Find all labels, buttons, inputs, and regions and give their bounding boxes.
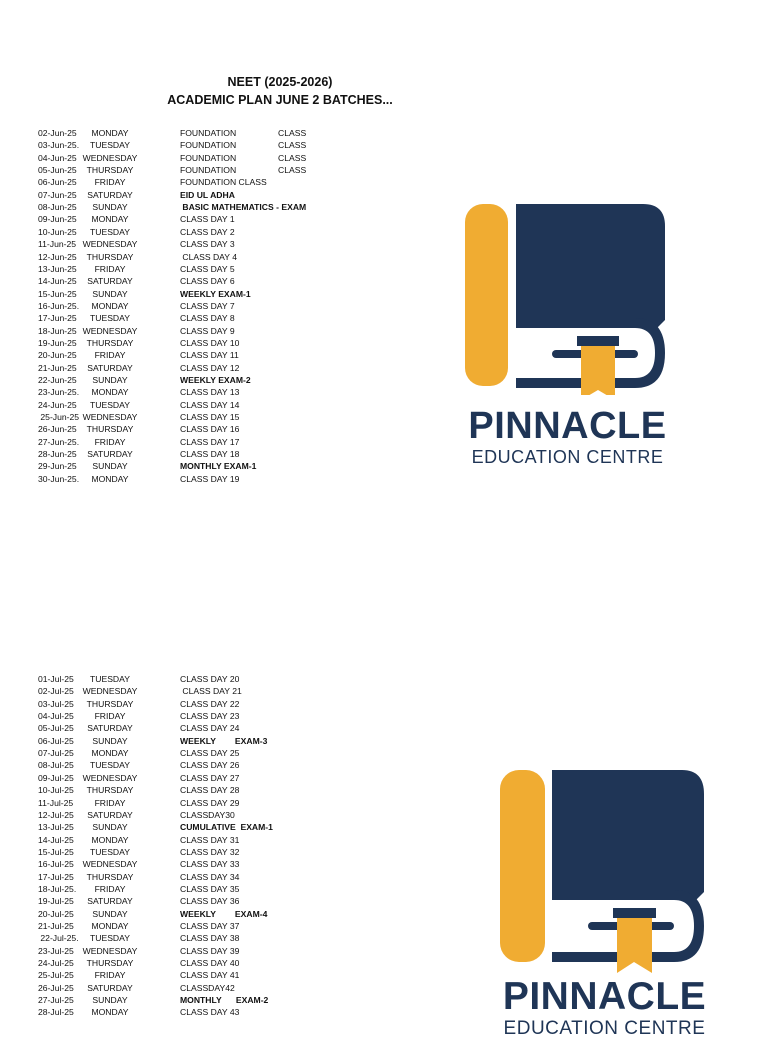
schedule-date: 22-Jul-25. [38, 933, 79, 944]
schedule-date: 27-Jun-25. [38, 436, 80, 447]
schedule-date: 06-Jun-25 [38, 177, 77, 188]
schedule-day: SATURDAY [87, 982, 133, 993]
schedule-day: THURSDAY [86, 424, 134, 435]
schedule-day: WEDNESDAY [82, 859, 138, 870]
schedule-day: SATURDAY [87, 723, 133, 734]
schedule-day: SUNDAY [92, 375, 128, 385]
schedule-activity: CLASS DAY 28 [180, 785, 240, 796]
schedule-activity: CLASS DAY 33 [180, 859, 240, 870]
schedule-activity: WEEKLY EXAM-2 [180, 375, 251, 385]
schedule-activity: CLASS DAY 34 [180, 871, 240, 882]
schedule-day: MONDAY [91, 473, 129, 484]
schedule-date: 07-Jul-25 [38, 748, 74, 759]
schedule-extra: CLASS [278, 140, 307, 151]
schedule-day: WEDNESDAY [82, 239, 138, 250]
schedule-day: SATURDAY [87, 449, 133, 460]
schedule-activity: CLASS DAY 29 [180, 797, 240, 808]
logo-name: PINNACLE [502, 975, 707, 1018]
schedule-activity: CLASS DAY 25 [180, 748, 240, 759]
schedule-activity: CLASS DAY 6 [180, 276, 235, 287]
schedule-day: SUNDAY [92, 202, 128, 213]
schedule-day: TUESDAY [90, 760, 130, 771]
schedule-date: 28-Jun-25 [38, 449, 77, 460]
schedule-day: THURSDAY [86, 337, 134, 348]
schedule-date: 15-Jun-25 [38, 288, 77, 299]
schedule-activity: CLASS DAY 10 [180, 337, 240, 348]
schedule-day: SUNDAY [92, 461, 128, 472]
schedule-activity: FOUNDATION [180, 140, 237, 151]
schedule-date: 14-Jul-25 [38, 834, 74, 845]
schedule-date: 21-Jun-25 [38, 362, 77, 373]
schedule-date: 19-Jun-25 [38, 337, 77, 348]
schedule-activity: CLASS DAY 24 [180, 723, 240, 734]
schedule-date: 18-Jul-25. [38, 883, 77, 894]
schedule-day: MONDAY [91, 214, 129, 225]
schedule-activity: CLASS DAY 40 [180, 958, 240, 969]
schedule-day: FRIDAY [94, 263, 126, 274]
schedule-date: 01-Jul-25 [38, 674, 74, 684]
schedule-extra: CLASS [278, 165, 307, 176]
schedule-day: MONDAY [91, 300, 129, 311]
schedule-date: 06-Jul-25 [38, 735, 74, 746]
schedule-activity: CLASS DAY 22 [180, 698, 240, 709]
schedule-day: MONDAY [91, 387, 129, 398]
schedule-day: TUESDAY [90, 140, 130, 151]
schedule-date: 17-Jul-25 [38, 871, 74, 882]
schedule-date: 16-Jul-25 [38, 859, 74, 870]
schedule-day: WEDNESDAY [82, 686, 138, 697]
schedule-date: 25-Jul-25 [38, 970, 74, 981]
schedule-day: SATURDAY [87, 896, 133, 907]
schedule-activity: CLASS DAY 17 [180, 436, 240, 447]
pinnacle-logo [455, 200, 680, 480]
schedule-day: MONDAY [91, 921, 129, 931]
schedule-date: 26-Jul-25 [38, 982, 74, 993]
schedule-day: SATURDAY [87, 276, 133, 287]
schedule-day: SUNDAY [92, 908, 128, 919]
schedule-activity: FOUNDATION [180, 152, 237, 163]
schedule-day: SATURDAY [87, 362, 133, 373]
logo-name: PINNACLE [468, 405, 667, 447]
schedule-activity: CLASS DAY 3 [180, 239, 235, 250]
logo-subtitle: EDUCATION CENTRE [471, 447, 664, 467]
schedule-activity: CLASS DAY 9 [180, 325, 235, 336]
schedule-extra: CLASS [278, 152, 307, 163]
schedule-day: FRIDAY [94, 350, 126, 361]
schedule-date: 24-Jun-25 [38, 399, 77, 410]
schedule-day: SUNDAY [92, 822, 128, 833]
schedule-date: 13-Jun-25 [38, 263, 77, 274]
schedule-activity: CUMULATIVE EXAM-1 [180, 822, 273, 833]
schedule-date: 03-Jul-25 [38, 698, 74, 709]
schedule-day: FRIDAY [94, 970, 126, 981]
schedule-date: 21-Jul-25 [38, 921, 74, 931]
schedule-activity: WEEKLY EXAM-3 [180, 735, 268, 746]
schedule-day: MONDAY [91, 748, 129, 759]
schedule-date: 15-Jul-25 [38, 846, 74, 857]
schedule-day: WEDNESDAY [82, 325, 138, 336]
schedule-date: 14-Jun-25 [38, 276, 77, 287]
schedule-activity: CLASS DAY 1 [180, 214, 235, 225]
schedule-date: 08-Jun-25 [38, 202, 77, 213]
schedule-date: 17-Jun-25 [38, 313, 77, 324]
schedule-date: 09-Jun-25 [38, 214, 77, 225]
schedule-day: FRIDAY [94, 711, 126, 722]
schedule-activity: CLASS DAY 16 [180, 424, 240, 435]
schedule-day: FRIDAY [94, 797, 126, 808]
schedule-date: 16-Jun-25. [38, 300, 80, 311]
schedule-activity: CLASS DAY 31 [180, 834, 240, 845]
schedule-day: MONDAY [91, 1007, 129, 1018]
schedule-extra: CLASS [278, 128, 307, 138]
schedule-date: 26-Jun-25 [38, 424, 77, 435]
schedule-activity: CLASSDAY30 [180, 809, 235, 820]
schedule-activity: EID UL ADHA [180, 189, 235, 200]
schedule-date: 23-Jun-25. [38, 387, 80, 398]
schedule-activity: CLASS DAY 4 [180, 251, 238, 262]
book-icon [455, 200, 680, 395]
schedule-date: 02-Jul-25 [38, 686, 74, 697]
schedule-day: TUESDAY [90, 313, 130, 324]
schedule-day: SATURDAY [87, 189, 133, 200]
schedule-activity: CLASS DAY 8 [180, 313, 235, 324]
schedule-day: THURSDAY [86, 165, 134, 176]
schedule-date: 05-Jun-25 [38, 165, 77, 176]
schedule-day: TUESDAY [90, 399, 130, 410]
schedule-date: 20-Jul-25 [38, 908, 74, 919]
schedule-activity: MONTHLY EXAM-2 [180, 995, 269, 1006]
schedule-date: 24-Jul-25 [38, 958, 74, 969]
schedule-day: MONDAY [91, 128, 129, 138]
schedule-activity: CLASS DAY 23 [180, 711, 240, 722]
schedule-activity: BASIC MATHEMATICS - EXAM [180, 202, 307, 213]
schedule-date: 12-Jun-25 [38, 251, 77, 262]
schedule-activity: CLASS DAY 26 [180, 760, 240, 771]
schedule-activity: WEEKLY EXAM-1 [180, 288, 251, 299]
schedule-activity: CLASS DAY 5 [180, 263, 235, 274]
schedule-day: WEDNESDAY [82, 152, 138, 163]
schedule-date: 08-Jul-25 [38, 760, 74, 771]
schedule-activity: CLASS DAY 20 [180, 674, 240, 684]
schedule-activity: CLASS DAY 32 [180, 846, 240, 857]
schedule-activity: CLASS DAY 12 [180, 362, 240, 373]
schedule-date: 09-Jul-25 [38, 772, 74, 783]
schedule-activity: CLASS DAY 41 [180, 970, 240, 981]
schedule-activity: CLASS DAY 43 [180, 1007, 240, 1018]
schedule-day: WEDNESDAY [82, 945, 138, 956]
schedule-day: THURSDAY [86, 871, 134, 882]
schedule-activity: CLASS DAY 36 [180, 896, 240, 907]
book-icon [492, 768, 717, 973]
schedule-date: 28-Jul-25 [38, 1007, 74, 1018]
schedule-day: FRIDAY [94, 436, 126, 447]
schedule-activity: CLASS DAY 19 [180, 473, 240, 484]
schedule-day: THURSDAY [86, 251, 134, 262]
schedule-day: FRIDAY [94, 883, 126, 894]
schedule-activity: CLASS DAY 2 [180, 226, 235, 237]
schedule-date: 02-Jun-25 [38, 128, 77, 138]
schedule-activity: CLASS DAY 13 [180, 387, 240, 398]
schedule-activity: CLASS DAY 37 [180, 921, 240, 931]
schedule-activity: MONTHLY EXAM-1 [180, 461, 257, 472]
schedule-day: SUNDAY [92, 735, 128, 746]
schedule-day: WEDNESDAY [82, 772, 138, 783]
schedule-date: 04-Jul-25 [38, 711, 74, 722]
schedule-date: 20-Jun-25 [38, 350, 77, 361]
logo-subtitle: EDUCATION CENTRE [503, 1018, 706, 1039]
schedule-activity: CLASS DAY 15 [180, 412, 240, 423]
schedule-day: TUESDAY [90, 226, 130, 237]
schedule-day: FRIDAY [94, 177, 126, 188]
schedule-date: 03-Jun-25. [38, 140, 80, 151]
schedule-day: SUNDAY [92, 995, 128, 1006]
schedule-date: 12-Jul-25 [38, 809, 74, 820]
schedule-day: THURSDAY [86, 698, 134, 709]
schedule-day: MONDAY [91, 834, 129, 845]
document-title: NEET (2025-2026) [227, 75, 333, 89]
schedule-date: 10-Jun-25 [38, 226, 77, 237]
schedule-day: TUESDAY [90, 933, 130, 944]
schedule-date: 25-Jun-25 [38, 412, 80, 423]
schedule-date: 22-Jun-25 [38, 375, 77, 385]
schedule-date: 11-Jun-25 [38, 239, 77, 250]
schedule-date: 30-Jun-25. [38, 473, 80, 484]
schedule-date: 27-Jul-25 [38, 995, 74, 1006]
schedule-day: TUESDAY [90, 846, 130, 857]
schedule-activity: CLASS DAY 7 [180, 300, 235, 311]
schedule-day: THURSDAY [86, 785, 134, 796]
schedule-activity: CLASS DAY 11 [180, 350, 239, 361]
schedule-activity: FOUNDATION [180, 165, 237, 176]
schedule-day: THURSDAY [86, 958, 134, 969]
schedule-activity: CLASS DAY 39 [180, 945, 240, 956]
schedule-day: TUESDAY [90, 674, 130, 684]
schedule-date: 23-Jul-25 [38, 945, 74, 956]
schedule-activity: CLASSDAY42 [180, 982, 235, 993]
schedule-date: 13-Jul-25 [38, 822, 74, 833]
schedule-activity: CLASS DAY 38 [180, 933, 240, 944]
schedule-activity: CLASS DAY 27 [180, 772, 240, 783]
schedule-day: WEDNESDAY [82, 412, 138, 423]
schedule-activity: FOUNDATION [180, 128, 237, 138]
schedule-day: SUNDAY [92, 288, 128, 299]
schedule-date: 18-Jun-25 [38, 325, 77, 336]
schedule-date: 04-Jun-25 [38, 152, 77, 163]
schedule-date: 05-Jul-25 [38, 723, 74, 734]
schedule-date: 10-Jul-25 [38, 785, 74, 796]
schedule-date: 07-Jun-25 [38, 189, 77, 200]
schedule-date: 19-Jul-25 [38, 896, 74, 907]
schedule-date: 29-Jun-25 [38, 461, 77, 472]
schedule-activity: FOUNDATION CLASS [180, 177, 267, 188]
document-subtitle: ACADEMIC PLAN JUNE 2 BATCHES... [167, 93, 393, 107]
schedule-activity: CLASS DAY 21 [180, 686, 242, 697]
pinnacle-logo [492, 768, 717, 1039]
schedule-activity: WEEKLY EXAM-4 [180, 908, 268, 919]
schedule-activity: CLASS DAY 18 [180, 449, 240, 460]
schedule-activity: CLASS DAY 14 [180, 399, 240, 410]
schedule-activity: CLASS DAY 35 [180, 883, 240, 894]
schedule-date: 11-Jul-25 [38, 797, 74, 808]
schedule-day: SATURDAY [87, 809, 133, 820]
